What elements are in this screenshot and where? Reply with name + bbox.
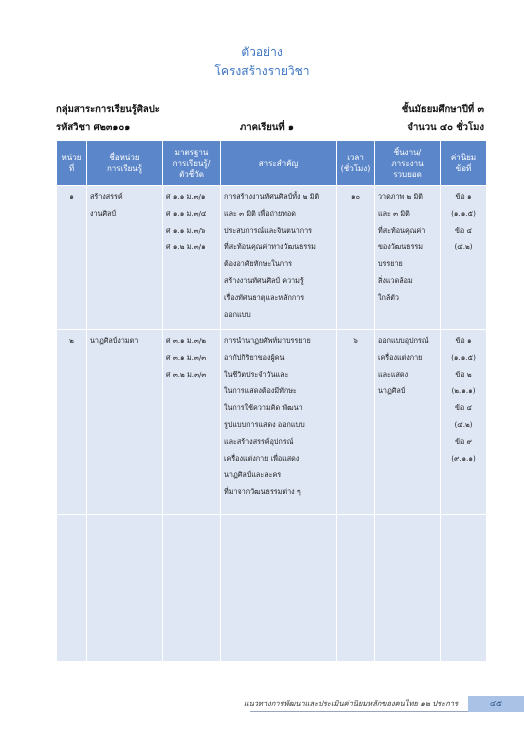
text-line: งานศิลป์ [90, 208, 116, 218]
text-line: (๑.๑.๕) [451, 208, 476, 218]
row3-standard [163, 515, 221, 662]
table-row [57, 330, 487, 515]
row2-content [221, 330, 337, 515]
text-line: และแสดง [378, 369, 409, 379]
semester: ภาคเรียนที่ ๑ [240, 122, 294, 133]
text-line: ชื่อหน่วย [109, 153, 140, 162]
header-unit-name [87, 141, 163, 186]
row2-standard [163, 330, 221, 515]
header-time [337, 141, 375, 186]
row3-values [441, 515, 487, 662]
text-line: ศ ๑.๑ ม.๓/๔ [166, 208, 207, 218]
course-structure-table [56, 140, 487, 662]
subject-group: กลุ่มสาระการเรียนรู้ศิลปะ [56, 104, 160, 115]
row3-unit [57, 515, 87, 662]
row1-unit: ๑ [57, 186, 87, 330]
table-row [57, 186, 487, 330]
text-line: ต้องอาศัยทักษะในการ [224, 259, 292, 269]
text-line: ในชีวิตประจำวันและ [224, 369, 289, 379]
table-row-empty [57, 515, 487, 662]
row2-name [87, 330, 163, 515]
row2-task [375, 330, 441, 515]
text-line: ที่สะท้อนคุณค่า [378, 225, 426, 235]
text-line: ใกล้ตัว [378, 292, 399, 302]
text-line: การเรียนรู้ [106, 164, 143, 173]
grade-level: ชั้นมัธยมศึกษาปีที่ ๓ [401, 104, 484, 115]
text-line: วาดภาพ ๒ มิติ [378, 192, 423, 201]
text-line: เครื่องแต่งกาย เพื่อแสดง [224, 453, 300, 463]
heading-course-structure: โครงสร้างรายวิชา [214, 64, 310, 78]
text-line: รูปแบบการแสดง ออกแบบ [224, 419, 305, 429]
text-line: สิ่งแวดล้อม [378, 275, 413, 285]
text-line: ที่มาจากวัฒนธรรมต่าง ๆ [224, 487, 301, 497]
row1-time: ๑๐ [337, 186, 375, 330]
text-line: (๙.๑.๑) [451, 453, 476, 463]
text-line: การเรียนรู้/ [172, 158, 211, 168]
header-standard [163, 141, 221, 186]
text-line: ของวัฒนธรรม [378, 242, 424, 252]
row1-content [221, 186, 337, 330]
text-line: ชิ้นงาน/ [393, 147, 422, 157]
header-content [221, 141, 337, 186]
text-line: ตัวชี้วัด [179, 169, 204, 179]
text-line: (ชั่วโมง) [340, 164, 371, 173]
text-line: ประสบการณ์และจินตนาการ [224, 225, 313, 235]
row1-task [375, 186, 441, 330]
text-line: นาฏศิลป์และละคร [224, 470, 282, 480]
text-line: การนำนาฏยศัพท์มาบรรยาย [224, 336, 311, 345]
row3-name [87, 515, 163, 662]
row3-task [375, 515, 441, 662]
text-line: บรรยาย [378, 259, 403, 269]
header-task [375, 141, 441, 186]
text-line: และ ๓ มิติ [378, 208, 410, 218]
text-line: ศ ๑.๒ ม.๓/๑ [166, 242, 206, 252]
row1-name [87, 186, 163, 330]
text-line: ภาระงาน [391, 158, 424, 168]
row2-time: ๖ [337, 330, 375, 515]
text-line: ที่ [68, 164, 75, 173]
row3-content [221, 515, 337, 662]
text-line: ข้อ ๑ [455, 336, 472, 345]
text-line: (๒.๑.๑) [451, 386, 476, 396]
row1-standard [163, 186, 221, 330]
text-line: เรื่องทัศนธาตุและหลักการ [224, 292, 305, 302]
table-header-row [57, 141, 487, 186]
text-line: ศ ๓.๑ ม.๓/๒ [166, 336, 206, 345]
text-line: หน่วย [61, 153, 82, 162]
header-unit [57, 141, 87, 186]
text-line: ที่สะท้อนคุณค่าทางวัฒนธรรม [224, 242, 316, 252]
text-line: มาตรฐาน [174, 147, 209, 157]
text-line: ข้อ ๒ [455, 369, 472, 379]
text-line: ศ ๑.๑ ม.๓/๖ [166, 225, 206, 235]
text-line: นาฏศิลป์งามตา [90, 336, 139, 345]
text-line: ข้อ ๔ [455, 225, 472, 235]
text-line: เครื่องแต่งกาย [378, 352, 423, 362]
row2-values [441, 330, 487, 515]
text-line: (๔.๒) [454, 242, 473, 252]
text-line: ออกแบบอุปกรณ์ [378, 336, 429, 345]
text-line: ศ ๓.๒ ม.๓/๓ [166, 369, 207, 379]
text-line: ข้อ ๑ [455, 192, 472, 201]
heading-example: ตัวอย่าง [241, 45, 283, 59]
text-line: ในการใช้ความคิด พัฒนา [224, 403, 303, 413]
text-line: สร้างสรรค์ [90, 192, 123, 201]
total-hours: จำนวน ๔๐ ชั่วโมง [407, 122, 484, 133]
page-footer [0, 696, 524, 714]
text-line: (๔.๒) [454, 419, 473, 429]
text-line: รวบยอด [393, 169, 422, 179]
text-line: ข้อที่ [455, 164, 472, 173]
page-number: ๔๕ [468, 696, 524, 712]
row2-unit: ๒ [57, 330, 87, 515]
text-line: ศ ๓.๑ ม.๓/๓ [166, 352, 207, 362]
row3-time [337, 515, 375, 662]
text-line: (๑.๑.๕) [451, 352, 476, 362]
text-line: และสร้างสรรค์อุปกรณ์ [224, 436, 294, 446]
text-line: นาฏศิลป์ [378, 386, 406, 396]
course-code: รหัสวิชา ศ๒๓๑๐๑ [56, 122, 131, 133]
text-line: อากัปกิริยาของผู้คน [224, 352, 285, 362]
row1-values [441, 186, 487, 330]
text-line: ข้อ ๙ [455, 436, 472, 446]
text-line: การสร้างงานทัศนศิลป์ทั้ง ๒ มิติ [224, 192, 320, 201]
text-line: สาระสำคัญ [258, 158, 299, 168]
text-line: ออกแบบ [224, 309, 251, 319]
text-line: ในการแสดงต้องมีทักษะ [224, 386, 297, 396]
text-line: เวลา [347, 153, 364, 162]
text-line: สร้างงานทัศนศิลป์ ความรู้ [224, 275, 304, 285]
text-line: ค่านิยม [450, 153, 477, 162]
text-line: ข้อ ๔ [455, 403, 472, 413]
text-line: ศ ๑.๑ ม.๓/๑ [166, 192, 206, 201]
footer-title: แนวทางการพัฒนาและประเมินค่านิยมหลักของคนไทย ๑๒ ประการ [243, 699, 458, 708]
text-line: และ ๓ มิติ เพื่อถ่ายทอด [224, 208, 296, 218]
header-values [441, 141, 487, 186]
